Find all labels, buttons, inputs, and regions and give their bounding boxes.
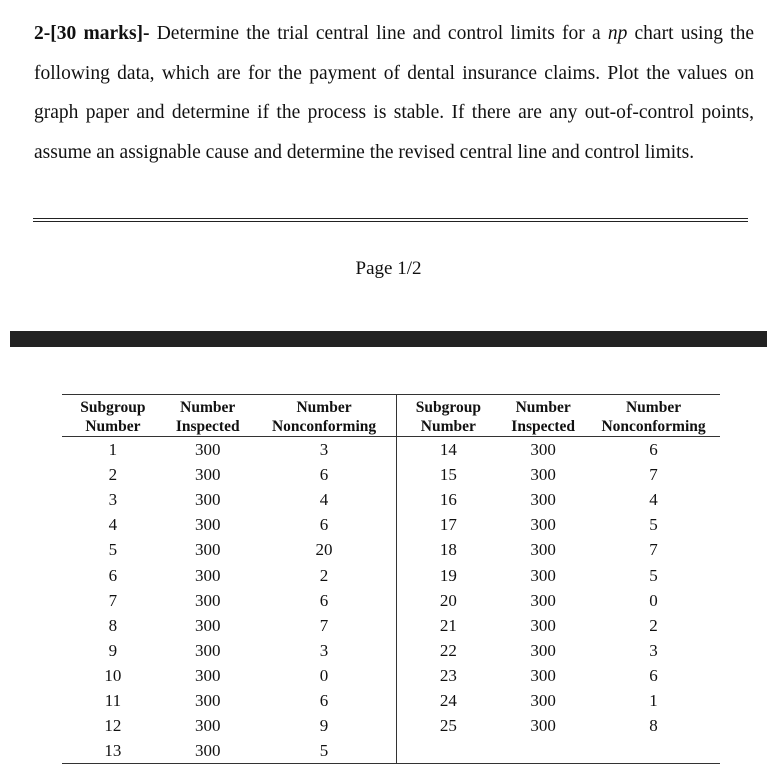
subgroup-cell: 6 bbox=[108, 565, 118, 585]
subgroup-cell: 17 bbox=[439, 515, 457, 535]
inspected-cell: 300 bbox=[530, 690, 556, 710]
inspected-cell bbox=[499, 738, 587, 764]
table-row bbox=[62, 437, 720, 463]
inspected-cell: 300 bbox=[530, 540, 556, 560]
inspected-cell: 300 bbox=[530, 615, 556, 635]
inspected-cell: 300 bbox=[530, 440, 556, 460]
nonconforming-cell: 5 bbox=[649, 515, 658, 535]
subgroup-cell: 2 bbox=[108, 465, 118, 485]
inspected-cell: 300 bbox=[194, 565, 221, 585]
subgroup-cell: 10 bbox=[104, 665, 122, 685]
inspected-cell: 300 bbox=[530, 590, 556, 610]
inspected-cell: 300 bbox=[194, 615, 221, 635]
nonconforming-cell: 7 bbox=[649, 540, 658, 560]
inspected-cell: 300 bbox=[530, 515, 556, 535]
subgroup-cell: 20 bbox=[439, 590, 457, 610]
inspected-cell: 300 bbox=[194, 540, 221, 560]
header-subgroup-number-left: Subgroup Number bbox=[62, 395, 164, 437]
nonconforming-cell: 3 bbox=[252, 437, 397, 463]
nonconforming-cell: 1 bbox=[649, 690, 658, 710]
inspected-cell: 300 bbox=[194, 515, 221, 535]
inspected-cell: 300 bbox=[530, 640, 556, 660]
header-number-inspected-left: Number Inspected bbox=[164, 395, 252, 437]
subgroup-cell: 14 bbox=[439, 440, 457, 460]
inspected-cell: 300 bbox=[194, 640, 221, 660]
header-number-nonconforming-right: Number Nonconforming bbox=[587, 395, 720, 437]
data-table bbox=[62, 394, 720, 764]
table-row bbox=[62, 462, 720, 487]
page-label: Page 1/2 bbox=[355, 258, 422, 279]
header-number-nonconforming-left: Number Nonconforming bbox=[252, 395, 397, 437]
subgroup-cell: 24 bbox=[439, 690, 457, 710]
inspected-cell: 300 bbox=[164, 738, 252, 764]
nonconforming-cell: 5 bbox=[252, 738, 397, 764]
nonconforming-cell: 5 bbox=[649, 565, 658, 585]
problem-text-before: Determine the trial central line and control limits for a bbox=[149, 23, 608, 44]
inspected-cell: 300 bbox=[530, 465, 556, 485]
inspected-cell: 300 bbox=[194, 716, 221, 736]
table-row bbox=[62, 688, 720, 713]
nonconforming-cell: 7 bbox=[649, 465, 658, 485]
inspected-cell: 300 bbox=[194, 440, 221, 460]
nonconforming-cell: 8 bbox=[649, 716, 658, 736]
inspected-cell: 300 bbox=[194, 665, 221, 685]
page-separator-band bbox=[10, 331, 767, 347]
nonconforming-cell: 0 bbox=[649, 590, 658, 610]
subgroup-cell: 25 bbox=[439, 716, 457, 736]
subgroup-cell bbox=[397, 738, 499, 764]
table-row bbox=[62, 562, 720, 587]
nonconforming-cell: 6 bbox=[649, 665, 658, 685]
problem-statement bbox=[34, 14, 754, 172]
table-row bbox=[62, 613, 720, 638]
table-row bbox=[62, 588, 720, 613]
nonconforming-cell: 7 bbox=[252, 613, 397, 638]
nonconforming-cell: 3 bbox=[649, 640, 658, 660]
nonconforming-cell: 6 bbox=[252, 688, 397, 713]
problem-text-after: chart using the following data, which are for the payment of dental insurance claims. Plot the values on graph paper and determine if the process is stable. If there are any out-of-control points, assume an assignable cause and determine the revised central line and control limits. bbox=[34, 23, 754, 163]
subgroup-cell: 15 bbox=[439, 465, 457, 485]
header-subgroup-number-right: Subgroup Number bbox=[397, 395, 499, 437]
subgroup-cell: 8 bbox=[108, 615, 118, 635]
nonconforming-cell: 6 bbox=[252, 588, 397, 613]
nonconforming-cell: 3 bbox=[252, 638, 397, 663]
subgroup-cell: 12 bbox=[104, 716, 122, 736]
chart-type-term: np bbox=[607, 23, 628, 44]
subgroup-cell: 5 bbox=[108, 540, 118, 560]
table-row bbox=[62, 663, 720, 688]
nonconforming-cell: 6 bbox=[649, 440, 658, 460]
subgroup-cell: 18 bbox=[439, 540, 457, 560]
nonconforming-cell: 0 bbox=[252, 663, 397, 688]
subgroup-cell: 4 bbox=[108, 515, 118, 535]
subgroup-cell: 1 bbox=[108, 440, 118, 460]
nonconforming-cell: 6 bbox=[252, 462, 397, 487]
table-row bbox=[62, 537, 720, 562]
inspected-cell: 300 bbox=[530, 716, 556, 736]
table-row bbox=[62, 638, 720, 663]
subgroup-cell: 11 bbox=[104, 690, 122, 710]
table-row bbox=[62, 738, 720, 764]
nonconforming-cell: 20 bbox=[252, 537, 397, 562]
nonconforming-cell: 4 bbox=[649, 490, 658, 510]
horizontal-rule bbox=[33, 218, 748, 222]
table-row bbox=[62, 487, 720, 512]
subgroup-cell: 7 bbox=[108, 590, 118, 610]
subgroup-cell: 13 bbox=[62, 738, 164, 764]
subgroup-cell: 16 bbox=[439, 490, 457, 510]
nonconforming-cell: 9 bbox=[252, 713, 397, 738]
inspected-cell: 300 bbox=[194, 590, 221, 610]
inspected-cell: 300 bbox=[530, 565, 556, 585]
nonconforming-cell: 2 bbox=[649, 615, 658, 635]
subgroup-cell: 9 bbox=[108, 640, 118, 660]
subgroup-cell: 3 bbox=[108, 490, 118, 510]
nonconforming-cell: 2 bbox=[252, 562, 397, 587]
nonconforming-cell bbox=[587, 738, 720, 764]
subgroup-cell: 21 bbox=[439, 615, 457, 635]
header-number-inspected-right: Number Inspected bbox=[499, 395, 587, 437]
subgroup-cell: 22 bbox=[439, 640, 457, 660]
table-row bbox=[62, 512, 720, 537]
subgroup-cell: 23 bbox=[439, 665, 457, 685]
table-header-row bbox=[62, 395, 720, 437]
problem-number: 2-[30 marks]- bbox=[34, 23, 150, 44]
subgroup-cell: 19 bbox=[439, 565, 457, 585]
nonconforming-cell: 4 bbox=[252, 487, 397, 512]
inspected-cell: 300 bbox=[194, 465, 221, 485]
inspected-cell: 300 bbox=[194, 490, 221, 510]
inspected-cell: 300 bbox=[194, 690, 221, 710]
nonconforming-cell: 6 bbox=[252, 512, 397, 537]
inspected-cell: 300 bbox=[530, 490, 556, 510]
inspected-cell: 300 bbox=[530, 665, 556, 685]
table-row bbox=[62, 713, 720, 738]
